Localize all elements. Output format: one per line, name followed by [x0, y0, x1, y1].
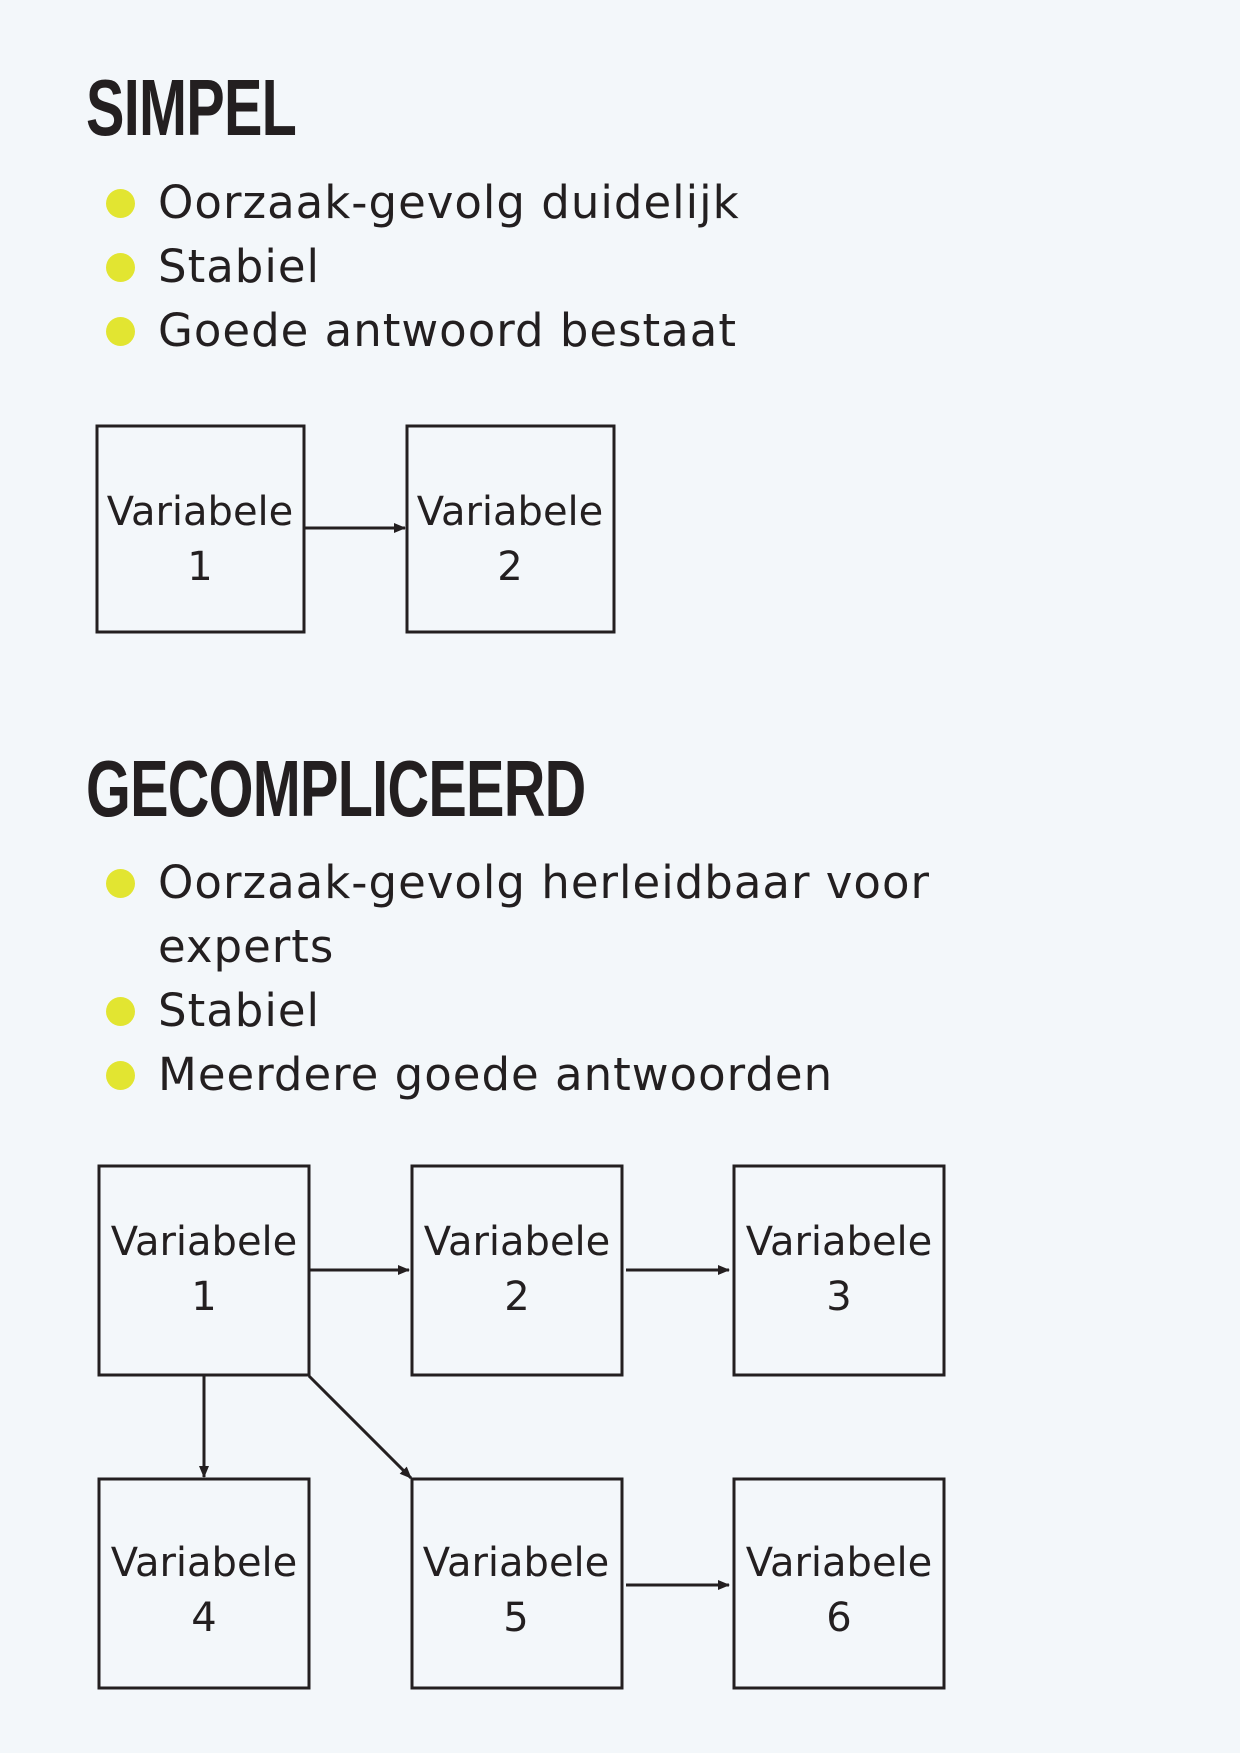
node-variabele-2: [412, 1166, 622, 1375]
svg-text:Variabele: Variabele: [106, 489, 294, 535]
edge-g1-g5: [309, 1376, 411, 1478]
section-title-simpel: SIMPEL: [86, 63, 297, 152]
svg-text:5: 5: [503, 1595, 529, 1641]
svg-text:Variabele: Variabele: [745, 1219, 933, 1265]
node-variabele-3: [734, 1166, 944, 1375]
svg-text:Variabele: Variabele: [423, 1219, 611, 1265]
svg-text:1: 1: [187, 544, 213, 590]
node-variabele-1: [99, 1166, 309, 1375]
svg-text:Variabele: Variabele: [416, 489, 604, 535]
svg-text:Variabele: Variabele: [422, 1540, 610, 1586]
svg-text:2: 2: [504, 1274, 530, 1320]
svg-text:4: 4: [191, 1595, 217, 1641]
bullet-item: Oorzaak-gevolg duidelijk: [106, 171, 740, 235]
node-variabele-1-simpel: [97, 426, 304, 632]
svg-text:Variabele: Variabele: [110, 1540, 298, 1586]
bullet-item: Meerdere goede antwoorden: [106, 1043, 1006, 1107]
bullet-item: Stabiel: [106, 235, 740, 299]
node-variabele-5: [412, 1479, 622, 1688]
svg-text:2: 2: [497, 544, 523, 590]
bullet-item: Goede antwoord bestaat: [106, 299, 740, 363]
svg-text:6: 6: [826, 1595, 852, 1641]
node-variabele-4: [99, 1479, 309, 1688]
node-variabele-2-simpel: [407, 426, 614, 632]
bullet-item: Stabiel: [106, 979, 1006, 1043]
svg-text:Variabele: Variabele: [110, 1219, 298, 1265]
svg-text:3: 3: [826, 1274, 852, 1320]
bullet-item: Oorzaak-gevolg herleidbaar voor experts: [106, 851, 1006, 979]
svg-text:Variabele: Variabele: [745, 1540, 933, 1586]
section-title-gecompliceerd: GECOMPLICEERD: [86, 744, 586, 833]
svg-text:1: 1: [191, 1274, 217, 1320]
node-variabele-6: [734, 1479, 944, 1688]
